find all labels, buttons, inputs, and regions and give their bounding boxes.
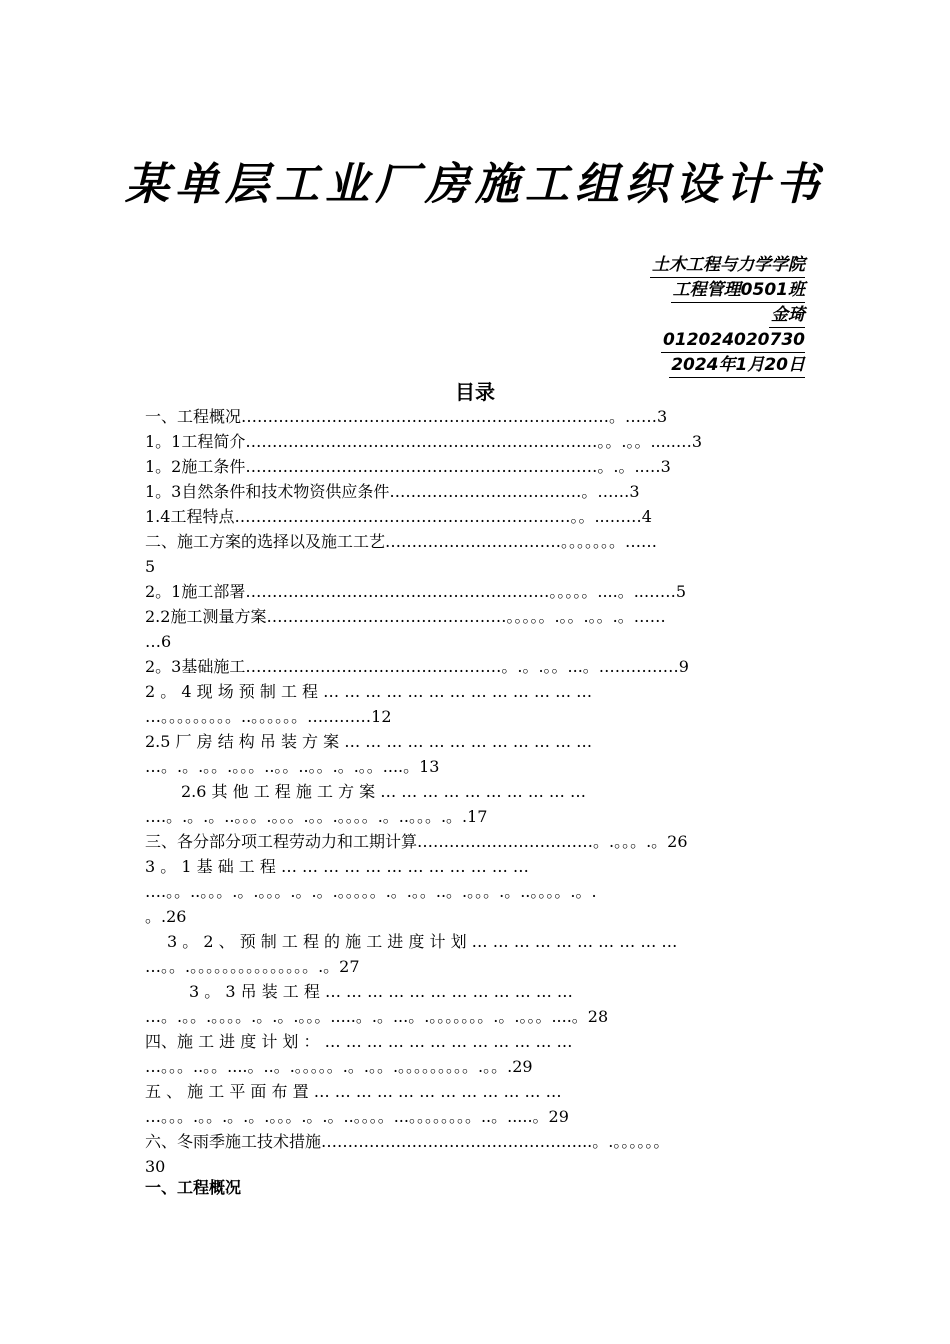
toc-entry[interactable]: 1。3自然条件和技术物资供应条件………………………………。……3 [145, 482, 640, 501]
toc-entry[interactable]: 1。1工程简介…………………………………………………………。。.。。.....…3 [145, 432, 703, 451]
toc-entry-continuation[interactable]: ….。.。.。..。。。.。。。.。。.。。。。.。..。。。.。.17 [145, 807, 488, 826]
toc-entry[interactable]: 1.4工程特点………………………………………………………。。...……4 [145, 507, 652, 526]
toc-entry[interactable]: 六、冬雨季施工技术措施…………………………………………...。.。。。。。。 [145, 1132, 670, 1151]
toc-entry-continuation[interactable]: 5 [145, 557, 156, 576]
toc-entry-continuation[interactable]: …。。。。。。。。。..。。。。。。…………12 [145, 707, 392, 726]
author-school: 土木工程与力学学院 [650, 253, 805, 278]
toc-entry[interactable]: 三、各分部分项工程劳动力和工期计算……………………………。.。。。.。26 [145, 832, 688, 851]
author-date: 2024年1月20日 [669, 353, 805, 378]
toc-entry[interactable]: 二、施工方案的选择以及施工工艺……………………………。。。。。。。…… [145, 532, 658, 551]
toc-entry-continuation[interactable]: …。。。.。。.。.。.。。。.。.。..。。。。...。。。。。。。。..。.....。29 [145, 1107, 569, 1126]
toc-entry-continuation[interactable]: …。.。.。。.。。。..。。..。。.。.。。....。13 [145, 757, 440, 776]
toc-entry[interactable]: 2。3基础施工…………………………………………。.。.。。...。……………9 [145, 657, 689, 676]
author-student-id: 012024020730 [661, 328, 805, 353]
toc-entry[interactable]: 四、施 工 进 度 计 划 ： … … … … … … … … … … … … [145, 1032, 573, 1051]
toc-entry-continuation[interactable]: …。。.。。。。。。。。。。。。。。。.。27 [145, 957, 360, 976]
toc-heading: 目录 [455, 380, 495, 404]
toc-entry[interactable]: 2 。 4 现 场 预 制 工 程 … … … … … … … … … … … … … [145, 682, 593, 701]
toc-entry-continuation[interactable]: 。.26 [145, 907, 187, 926]
toc-entry[interactable]: 2.5 厂 房 结 构 吊 装 方 案 … … … … … … … … … … … … [145, 732, 593, 751]
toc-entry[interactable]: 3 。 1 基 础 工 程 … … … … … … … … … … … … [145, 857, 529, 876]
toc-entry-continuation[interactable]: …6 [145, 632, 172, 651]
toc-entry-continuation[interactable]: …。.。。.。。。。.。.。.。。。.....。.。...。.。。。。。。。.。.。。。....。28 [145, 1007, 609, 1026]
toc-entry-continuation[interactable]: 30 [145, 1157, 166, 1176]
table-of-contents [145, 404, 807, 1179]
toc-entry[interactable]: 2.2施工测量方案………………………………………。。。。。.。。.。。.。…… [145, 607, 666, 626]
toc-entry[interactable]: 3 。 2 、 预 制 工 程 的 施 工 进 度 计 划 … … … … … … … … … … [167, 932, 678, 951]
toc-entry[interactable]: 2.6 其 他 工 程 施 工 方 案 … … … … … … … … … … [181, 782, 586, 801]
toc-entry-continuation[interactable]: ….。。..。。。.。.。。。.。.。.。。。。。.。.。。..。.。。。.。..。。。。.。. [145, 882, 597, 901]
toc-entry[interactable]: 1。2施工条件…………………………………………………………。.。..…3 [145, 457, 671, 476]
toc-entry-continuation[interactable]: …。。。..。。....。..。.。。。。。.。.。。.。。。。。。。。。.。。.29 [145, 1057, 533, 1076]
document-title: 某单层工业厂房施工组织设计书 [125, 159, 825, 210]
toc-entry[interactable]: 一、工程概况……………………………………………………………。……3 [145, 407, 668, 426]
author-block [650, 253, 805, 378]
author-class: 工程管理0501班 [671, 278, 805, 303]
toc-entry[interactable]: 3 。 3 吊 装 工 程 … … … … … … … … … … … … [189, 982, 573, 1001]
author-name: 金琦 [769, 303, 805, 328]
toc-entry[interactable]: 2。1施工部署…………………………………………………。。。。。....。..……5 [145, 582, 687, 601]
section-heading: 一、工程概况 [145, 1178, 242, 1197]
toc-entry[interactable]: 五 、 施 工 平 面 布 置 … … … … … … … … … … … … [145, 1082, 562, 1101]
